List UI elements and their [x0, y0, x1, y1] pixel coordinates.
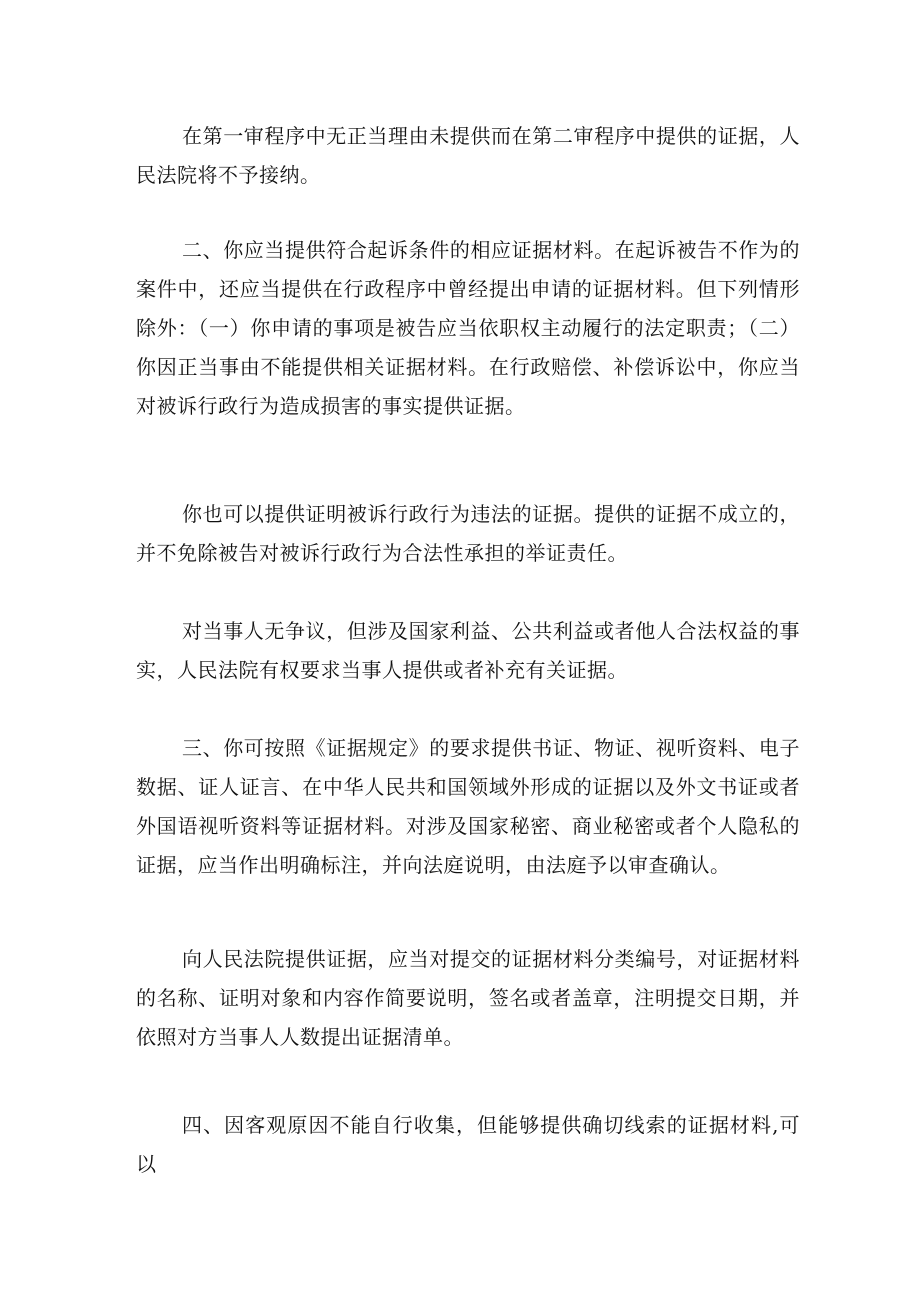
paragraph-undisputed-facts: 对当事人无争议，但涉及国家利益、公共利益或者他人合法权益的事实，人民法院有权要求当事人提供或者补充有关证据。	[136, 619, 800, 682]
paragraph-illegality-evidence: 你也可以提供证明被诉行政行为违法的证据。提供的证据不成立的，并不免除被告对被诉行政行为合法性承担的举证责任。	[136, 502, 800, 565]
paragraph-second-instance-evidence: 在第一审程序中无正当理由未提供而在第二审程序中提供的证据，人民法院将不予接纳。	[136, 124, 800, 187]
paragraph-section-three-evidence-types: 三、你可按照《证据规定》的要求提供书证、物证、视听资料、电子数据、证人证言、在中华人民共和国领域外形成的证据以及外文书证或者外国语视听资料等证据材料。对涉及国家秘密、商业秘密或者个人隐私的证据，应当作出明确标注，并向法庭说明，由法庭予以审查确认。	[136, 736, 800, 877]
paragraph-section-four-objective-reasons: 四、因客观原因不能自行收集，但能够提供确切线索的证据材料,可以	[136, 1113, 800, 1176]
paragraph-evidence-submission: 向人民法院提供证据，应当对提交的证据材料分类编号，对证据材料的名称、证明对象和内容作简要说明，签名或者盖章，注明提交日期，并依照对方当事人人数提出证据清单。	[136, 947, 800, 1049]
paragraph-section-two-prosecution-evidence: 二、你应当提供符合起诉条件的相应证据材料。在起诉被告不作为的案件中，还应当提供在行政程序中曾经提出申请的证据材料。但下列情形除外：（一）你申请的事项是被告应当依职权主动履行的法定职责；（二）你因正当事由不能提供相关证据材料。在行政赔偿、补偿诉讼中，你应当对被诉行政行为造成损害的事实提供证据。	[136, 238, 800, 418]
